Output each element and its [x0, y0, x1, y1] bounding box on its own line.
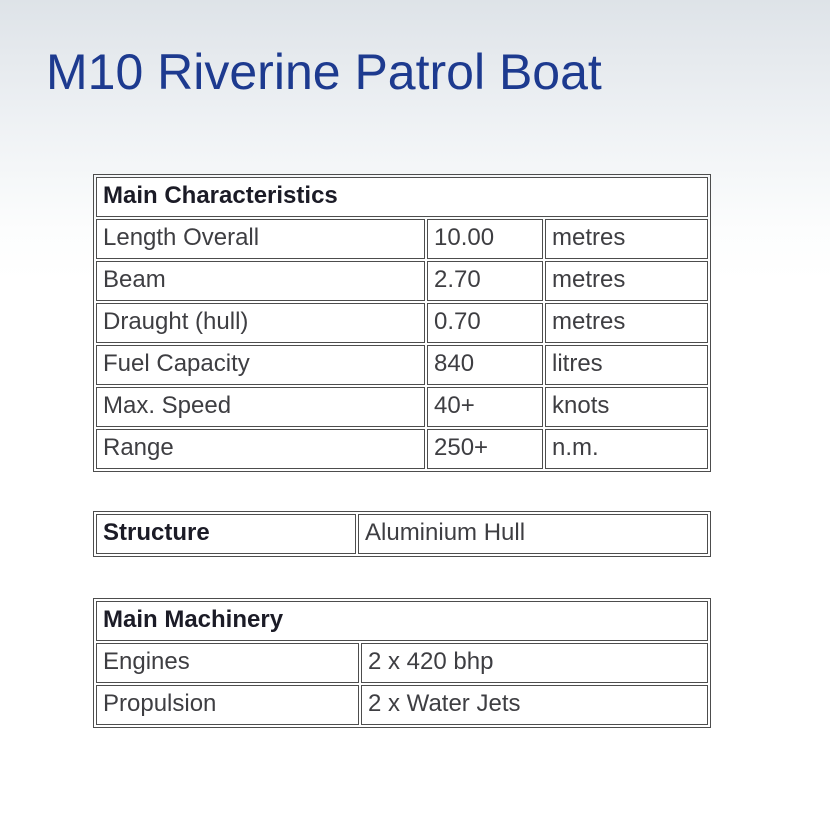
- spec-label-cell: Draught (hull): [96, 303, 425, 343]
- spec-label-cell: Length Overall: [96, 219, 425, 259]
- table-row: [96, 345, 708, 385]
- structure-value-cell: Aluminium Hull: [358, 514, 708, 554]
- structure-table: [93, 511, 711, 557]
- main-machinery-table: [93, 598, 711, 728]
- spec-value-cell: 2 x 420 bhp: [361, 643, 708, 683]
- spec-label-cell: Fuel Capacity: [96, 345, 425, 385]
- spec-value-cell: 10.00: [427, 219, 543, 259]
- main-characteristics-table: [93, 174, 711, 472]
- table-row: [96, 219, 708, 259]
- spec-value-cell: 0.70: [427, 303, 543, 343]
- spec-unit-cell: n.m.: [545, 429, 708, 469]
- spec-unit-cell: litres: [545, 345, 708, 385]
- spec-value-cell: 2.70: [427, 261, 543, 301]
- table-row: [96, 685, 708, 725]
- spec-label-cell: Max. Speed: [96, 387, 425, 427]
- spec-tables-area: [93, 174, 711, 728]
- table-header-row: [96, 601, 708, 641]
- spec-unit-cell: knots: [545, 387, 708, 427]
- table-header-row: [96, 177, 708, 217]
- table-row: [96, 643, 708, 683]
- table-row: [96, 514, 708, 554]
- page-title: M10 Riverine Patrol Boat: [46, 44, 602, 100]
- spec-value-cell: 40+: [427, 387, 543, 427]
- spec-value-cell: 840: [427, 345, 543, 385]
- spec-unit-cell: metres: [545, 261, 708, 301]
- main-characteristics-header: Main Characteristics: [96, 177, 708, 217]
- table-row: [96, 387, 708, 427]
- spec-label-cell: Range: [96, 429, 425, 469]
- table-row: [96, 303, 708, 343]
- main-machinery-header: Main Machinery: [96, 601, 708, 641]
- spec-value-cell: 250+: [427, 429, 543, 469]
- spec-label-cell: Beam: [96, 261, 425, 301]
- spec-label-cell: Propulsion: [96, 685, 359, 725]
- table-row: [96, 429, 708, 469]
- spec-label-cell: Engines: [96, 643, 359, 683]
- spec-value-cell: 2 x Water Jets: [361, 685, 708, 725]
- table-row: [96, 261, 708, 301]
- spec-unit-cell: metres: [545, 219, 708, 259]
- structure-label-cell: Structure: [96, 514, 356, 554]
- spec-unit-cell: metres: [545, 303, 708, 343]
